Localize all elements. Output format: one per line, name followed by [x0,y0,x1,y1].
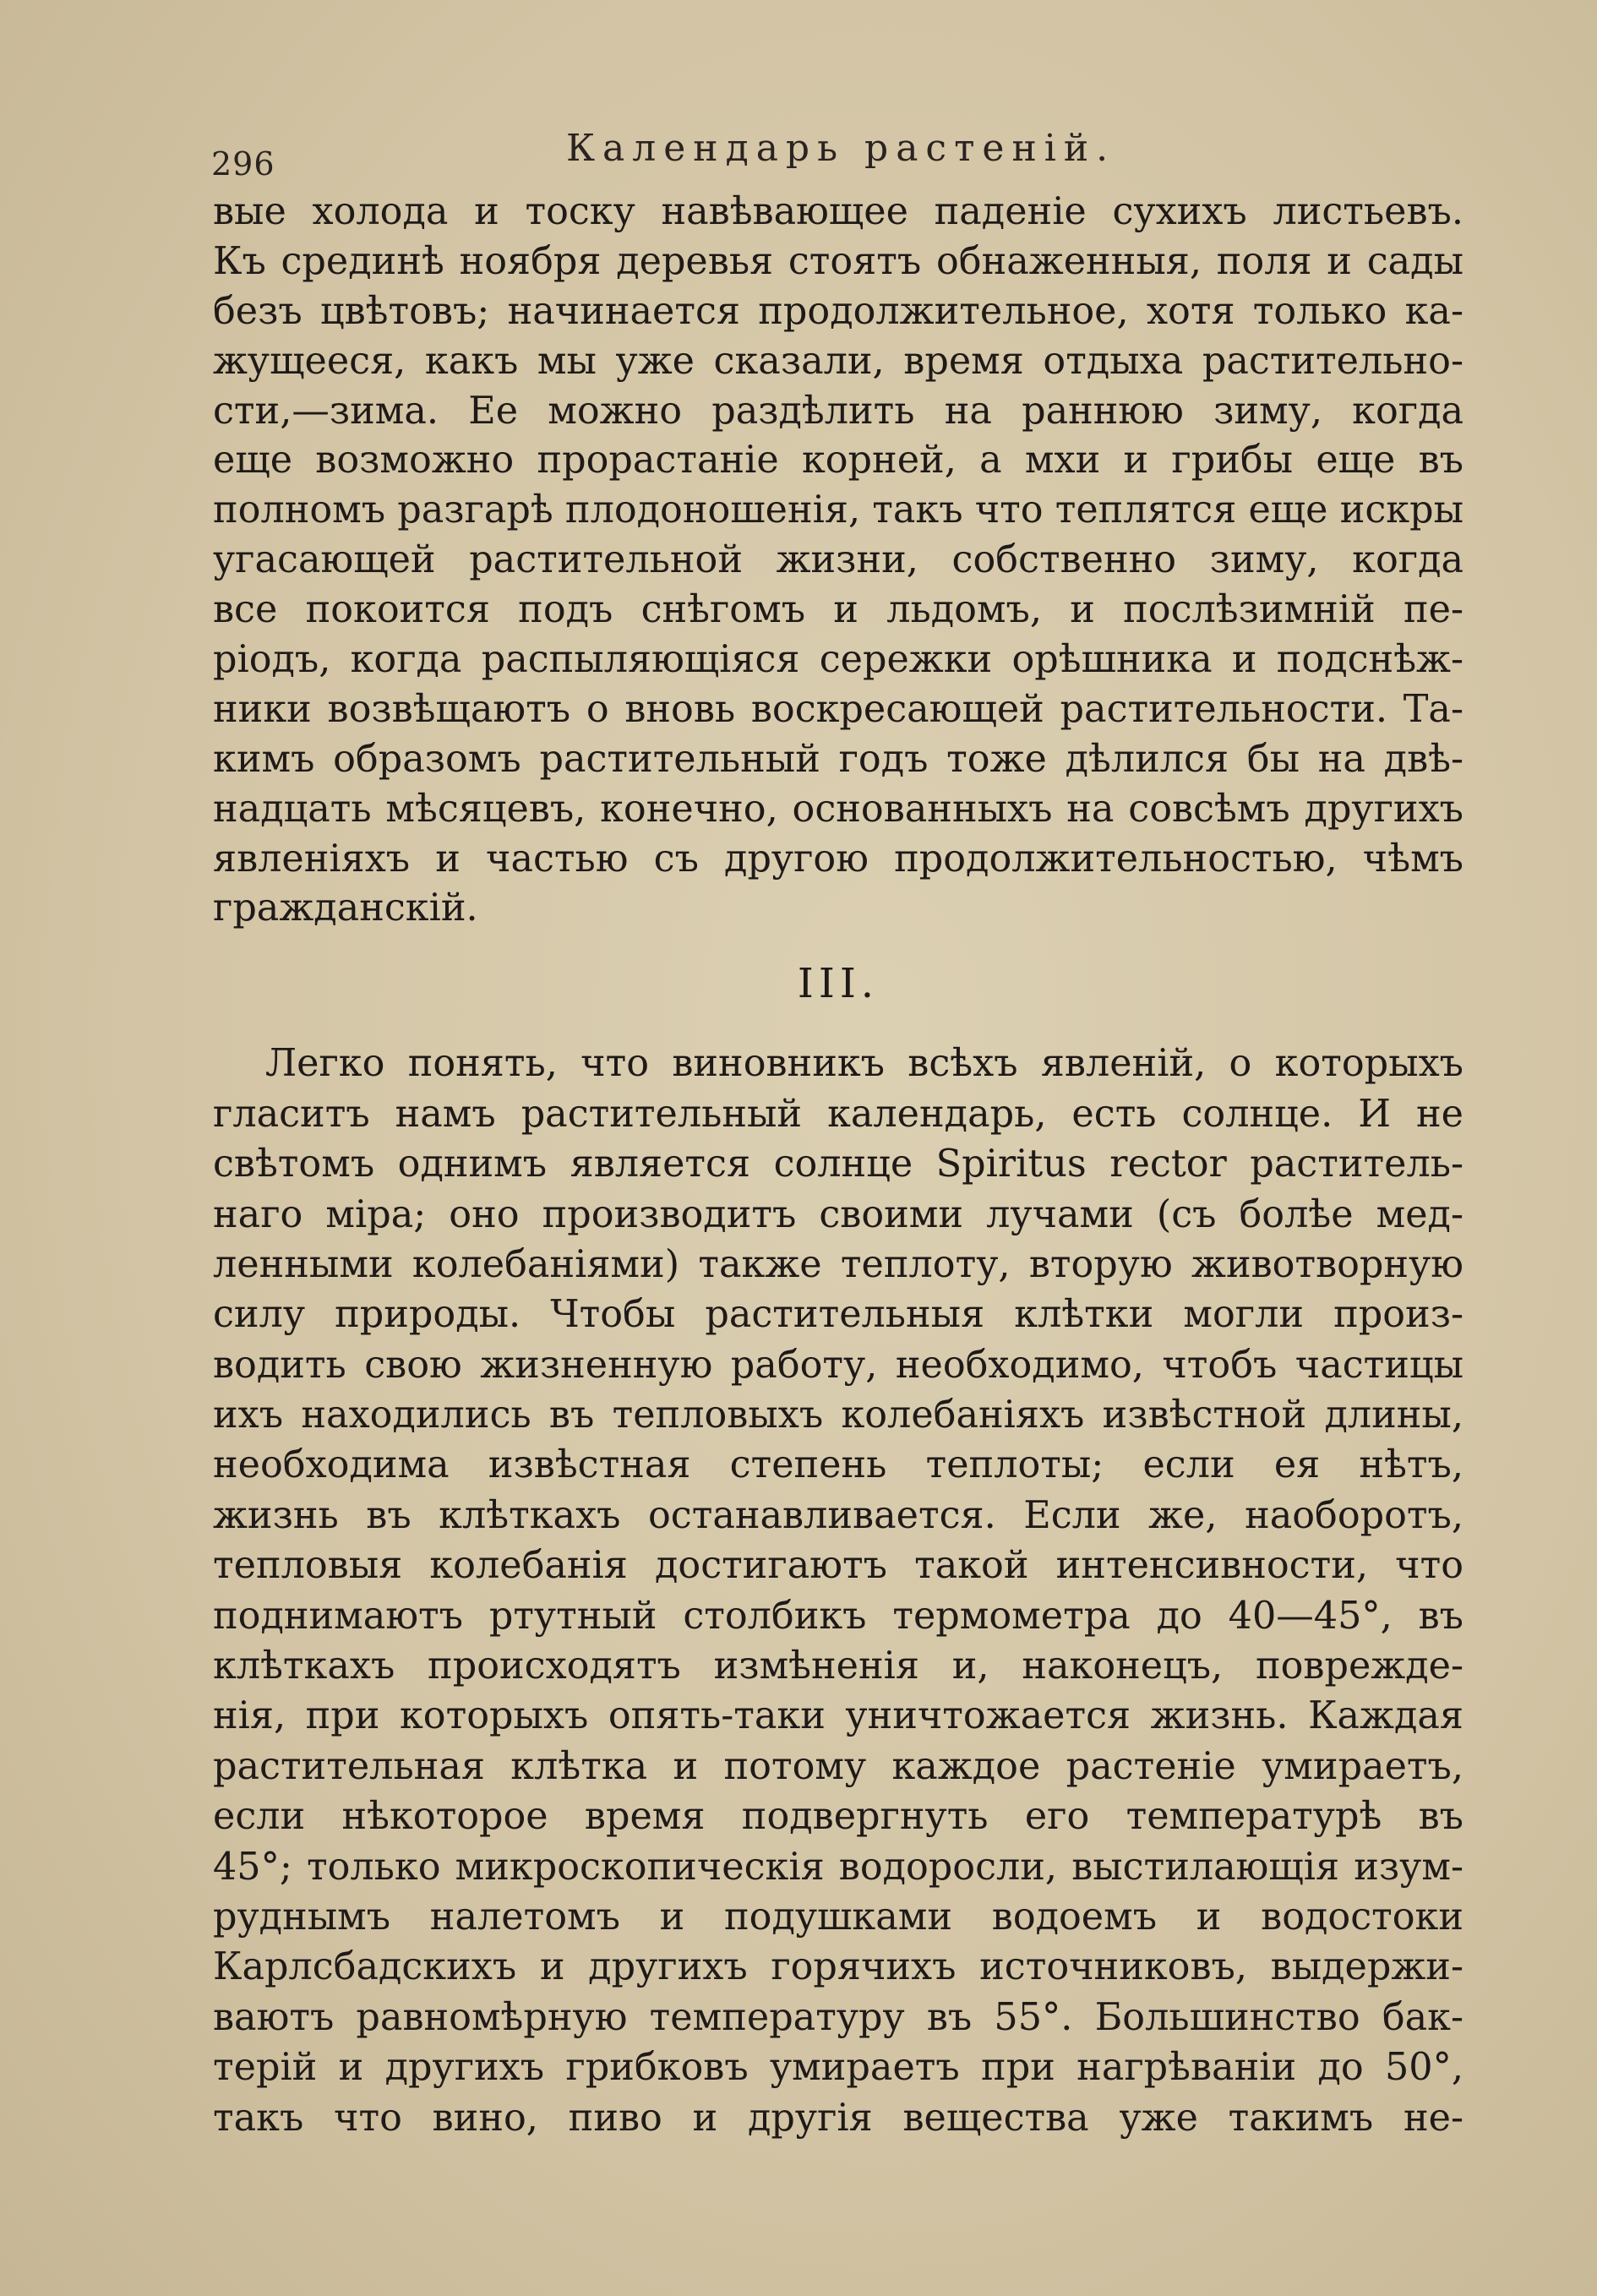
text-line: руднымъ налетомъ и подушками водоемъ и водостоки [213,1895,1463,1939]
text-line: ріодъ, когда распыляющіяся сережки орѣшника и подснѣж- [213,638,1463,682]
running-title: Календарь растеній. [566,127,1116,170]
spacer [213,1013,1463,1033]
text-line: жущееся, какъ мы уже сказали, время отдыха растительно- [213,339,1463,383]
text-line: ники возвѣщаютъ о вновь воскресающей растительности. Та- [213,687,1463,731]
text-line: Къ срединѣ ноября деревья стоятъ обнаженныя, поля и сады [213,239,1463,283]
text-line: клѣткахъ происходятъ измѣненія и, наконецъ, поврежде- [213,1644,1463,1688]
text-line: Легко понять, что виновникъ всѣхъ явленій, о которыхъ [265,1042,1463,1086]
text-line: жизнь въ клѣткахъ останавливается. Если же, наоборотъ, [213,1493,1463,1537]
text-block [213,188,1463,2143]
spacer [213,934,1463,954]
text-line: свѣтомъ однимъ является солнце Spiritus rector раститель- [213,1143,1463,1186]
text-line: еще возможно прорастаніе корней, а мхи и грибы еще въ [213,439,1463,483]
text-line: безъ цвѣтовъ; начинается продолжительное, хотя только ка- [213,289,1463,333]
text-line: поднимаютъ ртутный столбикъ термометра до 40—45°, въ [213,1594,1463,1638]
text-line: такъ что вино, пиво и другія вещества уже такимъ не- [213,2096,1463,2140]
text-line: наго міра; оно производитъ своими лучами (съ болѣе мед- [213,1192,1463,1236]
text-line: полномъ разгарѣ плодоношенія, такъ что теплятся еще искры [213,488,1463,532]
text-line: гласитъ намъ растительный календарь, есть солнце. И не [213,1092,1463,1136]
paragraph-section-3 [213,1039,1463,2143]
text-line: необходима извѣстная степень теплоты; если ея нѣтъ, [213,1443,1463,1487]
text-line: угасающей растительной жизни, собственно зиму, когда [213,538,1463,582]
text-line: силу природы. Чтобы растительныя клѣтки могли произ- [213,1293,1463,1337]
text-line: если нѣкоторое время подвергнуть его температурѣ въ [213,1795,1463,1839]
page-header [211,127,1428,186]
text-line: 45°; только микроскопическія водоросли, выстилающія изум- [213,1845,1463,1889]
page-number: 296 [211,145,275,183]
text-line: растительная клѣтка и потому каждое растеніе умираетъ, [213,1744,1463,1788]
text-line: Карлсбадскихъ и другихъ горячихъ источниковъ, выдержи- [213,1945,1463,1989]
text-line: сти,—зима. Ее можно раздѣлить на раннюю зиму, когда [213,389,1463,433]
text-line: вые холода и тоску навѣвающее паденіе сухихъ листьевъ. [213,190,1463,233]
text-line: кимъ образомъ растительный годъ тоже дѣлился бы на двѣ- [213,737,1463,781]
text-line: явленіяхъ и частью съ другою продолжительностью, чѣмъ [213,837,1463,881]
section-heading: III. [797,960,880,1008]
text-line: водить свою жизненную работу, необходимо, чтобъ частицы [213,1343,1463,1387]
text-line: гражданскій. [213,886,478,930]
text-line: терій и другихъ грибковъ умираетъ при нагрѣваніи до 50°, [213,2046,1463,2090]
text-line: надцать мѣсяцевъ, конечно, основанныхъ на совсѣмъ другихъ [213,787,1463,831]
text-line: ваютъ равномѣрную температуру въ 55°. Большинство бак- [213,1995,1463,2039]
text-line: все покоится подъ снѣгомъ и льдомъ, и послѣзимній пе- [213,588,1463,632]
text-line: ихъ находились въ тепловыхъ колебаніяхъ извѣстной длины, [213,1393,1463,1437]
text-line: нія, при которыхъ опять-таки уничтожается жизнь. Каждая [213,1694,1463,1738]
paragraph-continued [213,188,1463,934]
text-line: ленными колебаніями) также теплоту, вторую животворную [213,1242,1463,1286]
text-line: тепловыя колебанія достигаютъ такой интенсивности, что [213,1544,1463,1588]
